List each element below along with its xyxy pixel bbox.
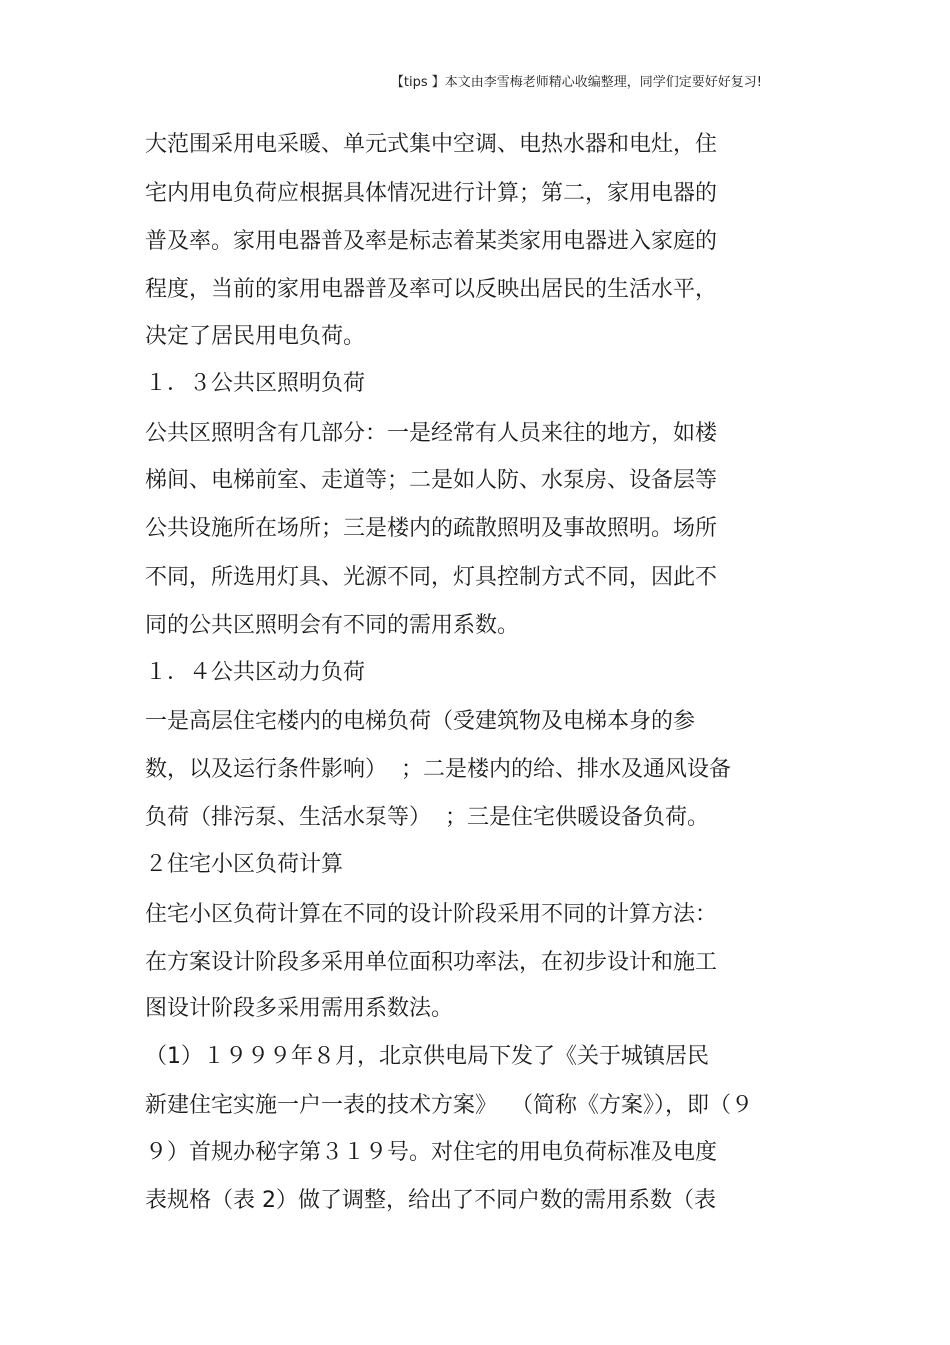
paragraph-line: （1）１９９９年８月，北京供电局下发了《关于城镇居民 [145,1044,709,1069]
paragraph-line: 程度，当前的家用电器普及率可以反映出居民的生活水平， [145,277,718,302]
paragraph-line: 决定了居民用电负荷。 [145,324,366,349]
paragraph-line: 公共设施所在场所；三是楼内的疏散照明及事故照明。场所 [145,516,718,541]
paragraph-line: 同的公共区照明会有不同的需用系数。 [145,613,520,638]
header-tip: 【tips 】本文由李雪梅老师精心收编整理，同学们定要好好复习! [390,75,762,90]
paragraph-line: 在方案设计阶段多采用单位面积功率法，在初步设计和施工 [145,950,718,975]
paragraph-line: 大范围采用电采暖、单元式集中空调、电热水器和电灶，住 [145,132,718,157]
section-heading: ２住宅小区负荷计算 [145,852,344,877]
paragraph-line: 住宅小区负荷计算在不同的设计阶段采用不同的计算方法： [145,902,718,927]
paragraph-line: 图设计阶段多采用需用系数法。 [145,996,454,1021]
paragraph-line: 不同，所选用灯具、光源不同，灯具控制方式不同，因此不 [145,565,718,590]
paragraph-line: 负荷（排污泵、生活水泵等） ；三是住宅供暖设备负荷。 [145,805,709,830]
section-heading: １．４公共区动力负荷 [145,660,366,685]
paragraph-line: 梯间、电梯前室、走道等；二是如人防、水泵房、设备层等 [145,468,718,493]
paragraph-line: 公共区照明含有几部分：一是经常有人员来往的地方，如楼 [145,421,718,446]
paragraph-line: 表规格（表 2）做了调整，给出了不同户数的需用系数（表 [145,1188,716,1213]
paragraph-line: 普及率。家用电器普及率是标志着某类家用电器进入家庭的 [145,229,718,254]
paragraph-line: ９）首规办秘字第３１９号。对住宅的用电负荷标准及电度 [145,1140,718,1165]
paragraph-line: 宅内用电负荷应根据具体情况进行计算；第二，家用电器的 [145,181,718,206]
paragraph-line: 新建住宅实施一户一表的技术方案》 （简称《方案》），即（９ [145,1093,753,1118]
section-heading: １．３公共区照明负荷 [145,371,366,396]
paragraph-line: 数，以及运行条件影响） ；二是楼内的给、排水及通风设备 [145,757,731,782]
paragraph-line: 一是高层住宅楼内的电梯负荷（受建筑物及电梯本身的参 [145,709,696,734]
